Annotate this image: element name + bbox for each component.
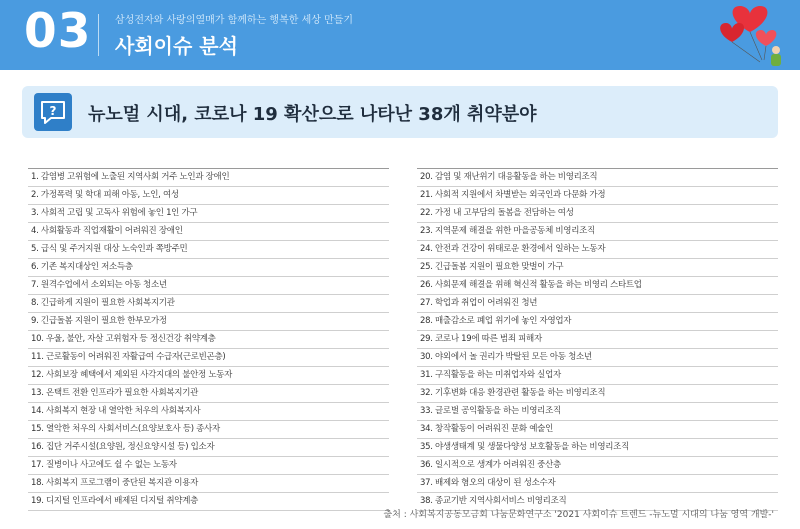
list-item: 10. 우울, 불안, 자살 고위험자 등 정신건강 취약계층	[28, 331, 389, 349]
chat-question-icon	[34, 93, 72, 131]
section-number: 03	[24, 4, 92, 59]
list-item: 4. 사회활동과 직업재활이 어려워진 장애인	[28, 223, 389, 241]
list-item: 8. 긴급하게 지원이 필요한 사회복지기관	[28, 295, 389, 313]
list-item: 33. 글로벌 공익활동을 하는 비영리조직	[417, 403, 778, 421]
list-item: 16. 집단 거주시설(요양원, 정신요양시설 등) 입소자	[28, 439, 389, 457]
header-subtitle: 삼성전자와 사랑의열매가 함께하는 행복한 세상 만들기	[115, 15, 354, 26]
list-item: 5. 급식 및 주거지원 대상 노숙인과 쪽방주민	[28, 241, 389, 259]
header-title: 사회이슈 분석	[115, 34, 238, 58]
list-item: 9. 긴급돌봄 지원이 필요한 한부모가정	[28, 313, 389, 331]
list-item: 20. 감염 및 재난위기 대응활동을 하는 비영리조직	[417, 169, 778, 187]
list-item: 11. 근로활동이 어려워진 자활급여 수급자(근로빈곤층)	[28, 349, 389, 367]
section-header	[0, 0, 800, 70]
list-item: 38. 종교기반 지역사회서비스 비영리조직	[417, 493, 778, 511]
header-divider	[98, 14, 99, 56]
list-item: 27. 학업과 취업이 어려워진 청년	[417, 295, 778, 313]
list-item: 21. 사회적 지원에서 차별받는 외국인과 다문화 가정	[417, 187, 778, 205]
list-item: 32. 기후변화 대응 환경관련 활동을 하는 비영리조직	[417, 385, 778, 403]
svg-text:?: ?	[49, 104, 57, 118]
list-item: 25. 긴급돌봄 지원이 필요한 맞벌이 가구	[417, 259, 778, 277]
list-item: 24. 안전과 건강이 위태로운 환경에서 일하는 노동자	[417, 241, 778, 259]
list-item: 34. 창작활동이 어려워진 문화 예술인	[417, 421, 778, 439]
list-item: 37. 배제와 혐오의 대상이 된 성소수자	[417, 475, 778, 493]
source-citation: 출처 : 사회복지공동모금회 나눔문화연구소 '2021 사회이슈 트렌드 -뉴노멀 시대의 나눔 영역 개발-'	[383, 510, 774, 520]
topic-banner	[22, 86, 778, 138]
list-item: 36. 일시적으로 생계가 어려워진 중산층	[417, 457, 778, 475]
vulnerable-list-left	[28, 168, 389, 511]
list-item: 26. 사회문제 해결을 위해 혁신적 활동을 하는 비영리 스타트업	[417, 277, 778, 295]
list-item: 1. 감염병 고위험에 노출된 지역사회 거주 노인과 장애인	[28, 169, 389, 187]
list-item: 14. 사회복지 현장 내 열악한 처우의 사회복지사	[28, 403, 389, 421]
list-item: 3. 사회적 고립 및 고독사 위험에 놓인 1인 가구	[28, 205, 389, 223]
list-item: 2. 가정폭력 및 학대 피해 아동, 노인, 여성	[28, 187, 389, 205]
heart-balloons-icon	[710, 2, 790, 68]
list-item: 35. 야생생태계 및 생물다양성 보호활동을 하는 비영리조직	[417, 439, 778, 457]
vulnerable-list-right	[417, 168, 778, 511]
list-item: 30. 야외에서 놀 권리가 박탈된 모든 아동 청소년	[417, 349, 778, 367]
list-item: 22. 가정 내 고부담의 돌봄을 전담하는 여성	[417, 205, 778, 223]
list-item: 18. 사회복지 프로그램이 중단된 복지관 이용자	[28, 475, 389, 493]
list-item: 13. 온택트 전환 인프라가 필요한 사회복지기관	[28, 385, 389, 403]
list-item: 23. 지역문제 해결을 위한 마을공동체 비영리조직	[417, 223, 778, 241]
list-item: 28. 매출감소로 폐업 위기에 놓인 자영업자	[417, 313, 778, 331]
banner-heading: 뉴노멀 시대, 코로나 19 확산으로 나타난 38개 취약분야	[88, 104, 537, 125]
list-item: 17. 질병이나 사고에도 쉴 수 없는 노동자	[28, 457, 389, 475]
list-item: 15. 열악한 처우의 사회서비스(요양보호사 등) 종사자	[28, 421, 389, 439]
list-item: 29. 코로나 19에 따른 범죄 피해자	[417, 331, 778, 349]
list-item: 12. 사회보장 혜택에서 제외된 사각지대의 불안정 노동자	[28, 367, 389, 385]
list-item: 31. 구직활동을 하는 미취업자와 실업자	[417, 367, 778, 385]
list-item: 19. 디지털 인프라에서 배제된 디지털 취약계층	[28, 493, 389, 511]
list-item: 7. 원격수업에서 소외되는 아동 청소년	[28, 277, 389, 295]
list-item: 6. 기존 복지대상인 저소득층	[28, 259, 389, 277]
